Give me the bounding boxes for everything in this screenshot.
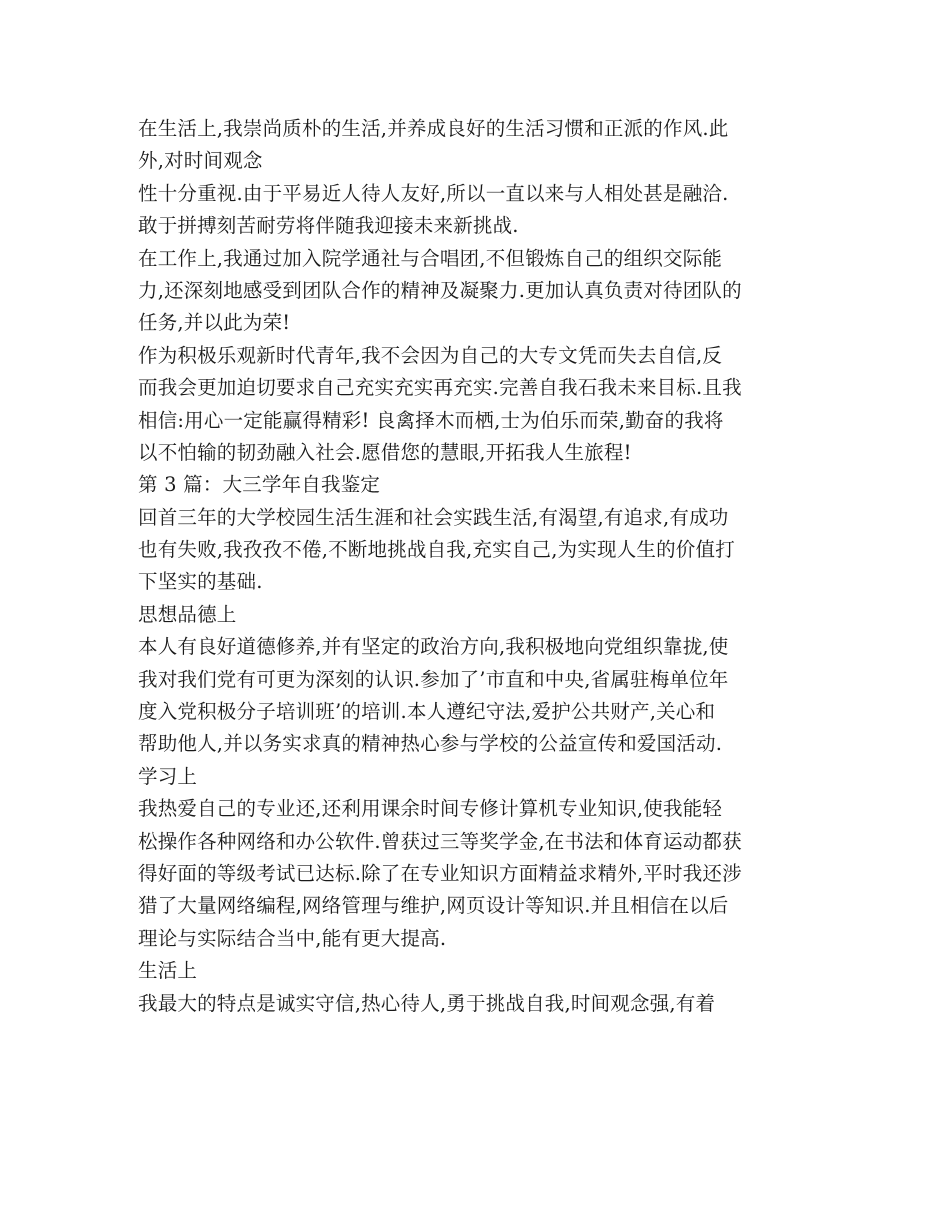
text-line: 敢于拼搏刻苦耐劳将伴随我迎接未来新挑战. [138,214,519,238]
text-line: 回首三年的大学校园生活生涯和社会实践生活,有渴望,有追求,有成功 [138,505,729,529]
text-line: 力,还深刻地感受到团队合作的精神及凝聚力.更加认真负责对待团队的 [138,278,742,302]
text-line: 猎了大量网络编程,网络管理与维护,网页设计等知识.并且相信在以后 [138,894,729,918]
text-line: 相信:用心一定能赢得精彩! 良禽择木而栖,士为伯乐而荣,勤奋的我将 [138,408,724,432]
text-line: 性十分重视.由于平易近人待人友好,所以一直以来与人相处甚是融洽. [138,181,729,205]
subsection-heading: 生活上 [138,959,198,983]
text-line: 我对我们党有可更为深刻的认识.参加了’市直和中央,省属驻梅单位年 [138,667,729,691]
text-line: 松操作各种网络和办公软件.曾获过三等奖学金,在书法和体育运动都获 [138,829,742,853]
text-line: 我最大的特点是诚实守信,热心待人,勇于挑战自我,时间观念强,有着 [138,991,716,1015]
text-line: 也有失败,我孜孜不倦,不断地挑战自我,充实自己,为实现人生的价值打 [138,538,735,562]
text-line: 得好面的等级考试已达标.除了在专业知识方面精益求精外,平时我还涉 [138,861,742,885]
text-line: 作为积极乐观新时代青年,我不会因为自己的大专文凭而失去自信,反 [138,343,723,367]
text-line: 理论与实际结合当中,能有更大提高. [138,926,447,950]
text-line: 外,对时间观念 [138,149,263,173]
section-heading: 第 3 篇：大三学年自我鉴定 [138,473,381,497]
subsection-heading: 思想品德上 [138,602,237,626]
text-line: 在生活上,我崇尚质朴的生活,并养成良好的生活习惯和正派的作风.此 [138,117,729,140]
text-line: 我热爱自己的专业还,还利用课余时间专修计算机专业知识,使我能轻 [138,797,723,821]
document-body [138,113,818,1020]
text-line: 下坚实的基础. [138,570,263,594]
subsection-heading: 学习上 [138,764,198,788]
text-line: 帮助他人,并以务实求真的精神热心参与学校的公益宣传和爱国活动. [138,732,723,756]
text-line: 以不怕输的韧劲融入社会.愿借您的慧眼,开拓我人生旅程! [138,440,632,464]
text-line: 而我会更加迫切要求自己充实充实再充实.完善自我石我未来目标.且我 [138,376,742,400]
text-line: 度入党积极分子培训班’的培训.本人遵纪守法,爱护公共财产,关心和 [138,700,716,724]
text-line: 任务,并以此为荣! [138,311,291,335]
text-line: 在工作上,我通过加入院学通社与合唱团,不但锻炼自己的组织交际能 [138,246,723,270]
text-line: 本人有良好道德修养,并有坚定的政治方向,我积极地向党组织靠拢,使 [138,635,729,659]
